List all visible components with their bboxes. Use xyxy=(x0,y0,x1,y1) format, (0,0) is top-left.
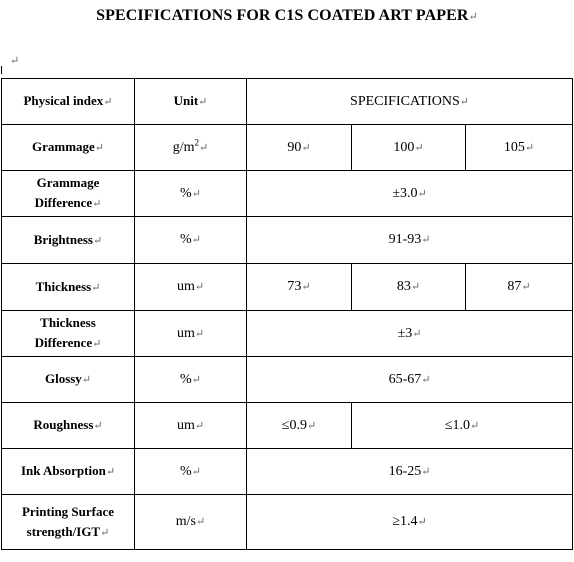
table-row xyxy=(2,217,573,264)
value-cell: 73↵ xyxy=(247,264,352,311)
table-row xyxy=(2,495,573,550)
value-cell: 16-25↵ xyxy=(247,449,573,495)
value-cell: ±3↵ xyxy=(247,311,573,357)
value-cell: 91-93↵ xyxy=(247,217,573,264)
row-label: Ink Absorption↵ xyxy=(2,449,135,495)
row-unit: m/s↵ xyxy=(135,495,247,550)
row-label: Thickness Difference↵ xyxy=(2,311,135,357)
row-label: Printing Surface strength/IGT↵ xyxy=(2,495,135,550)
row-unit: %↵ xyxy=(135,171,247,217)
row-unit: %↵ xyxy=(135,217,247,264)
value-cell: 87↵ xyxy=(466,264,573,311)
table-row xyxy=(2,171,573,217)
row-label: Roughness↵ xyxy=(2,403,135,449)
row-label: Grammage Difference↵ xyxy=(2,171,135,217)
row-unit: um↵ xyxy=(135,264,247,311)
value-cell: 83↵ xyxy=(352,264,466,311)
table-row xyxy=(2,311,573,357)
table-row xyxy=(2,357,573,403)
paragraph-mark: ↵ xyxy=(10,55,20,67)
table-row xyxy=(2,403,573,449)
row-label: Brightness↵ xyxy=(2,217,135,264)
value-cell: ≥1.4↵ xyxy=(247,495,573,550)
table-row xyxy=(2,449,573,495)
specifications-table xyxy=(1,78,573,550)
table-row xyxy=(2,264,573,311)
row-unit: %↵ xyxy=(135,357,247,403)
header-specifications: SPECIFICATIONS↵ xyxy=(247,79,573,125)
header-physical-index: Physical index↵ xyxy=(2,79,135,125)
row-unit: %↵ xyxy=(135,449,247,495)
row-unit: $g/m^2↵$ xyxy=(135,125,247,171)
row-unit: um↵ xyxy=(135,311,247,357)
row-label: Grammage↵ xyxy=(2,125,135,171)
header-row xyxy=(2,79,573,125)
paragraph-mark: ↵ xyxy=(468,11,478,23)
header-unit: Unit↵ xyxy=(135,79,247,125)
value-cell: ≤0.9↵ xyxy=(247,403,352,449)
margin-marker xyxy=(1,66,2,74)
value-cell: 105↵ xyxy=(466,125,573,171)
row-label: Glossy↵ xyxy=(2,357,135,403)
row-unit: um↵ xyxy=(135,403,247,449)
value-cell: ±3.0↵ xyxy=(247,171,573,217)
value-cell: 90↵ xyxy=(247,125,352,171)
title-text: SPECIFICATIONS FOR C1S COATED ART PAPER xyxy=(96,7,469,24)
value-cell: 65-67↵ xyxy=(247,357,573,403)
value-cell: ≤1.0↵ xyxy=(352,403,573,449)
document-title xyxy=(0,7,574,25)
table-row xyxy=(2,125,573,171)
row-label: Thickness↵ xyxy=(2,264,135,311)
value-cell: 100↵ xyxy=(352,125,466,171)
